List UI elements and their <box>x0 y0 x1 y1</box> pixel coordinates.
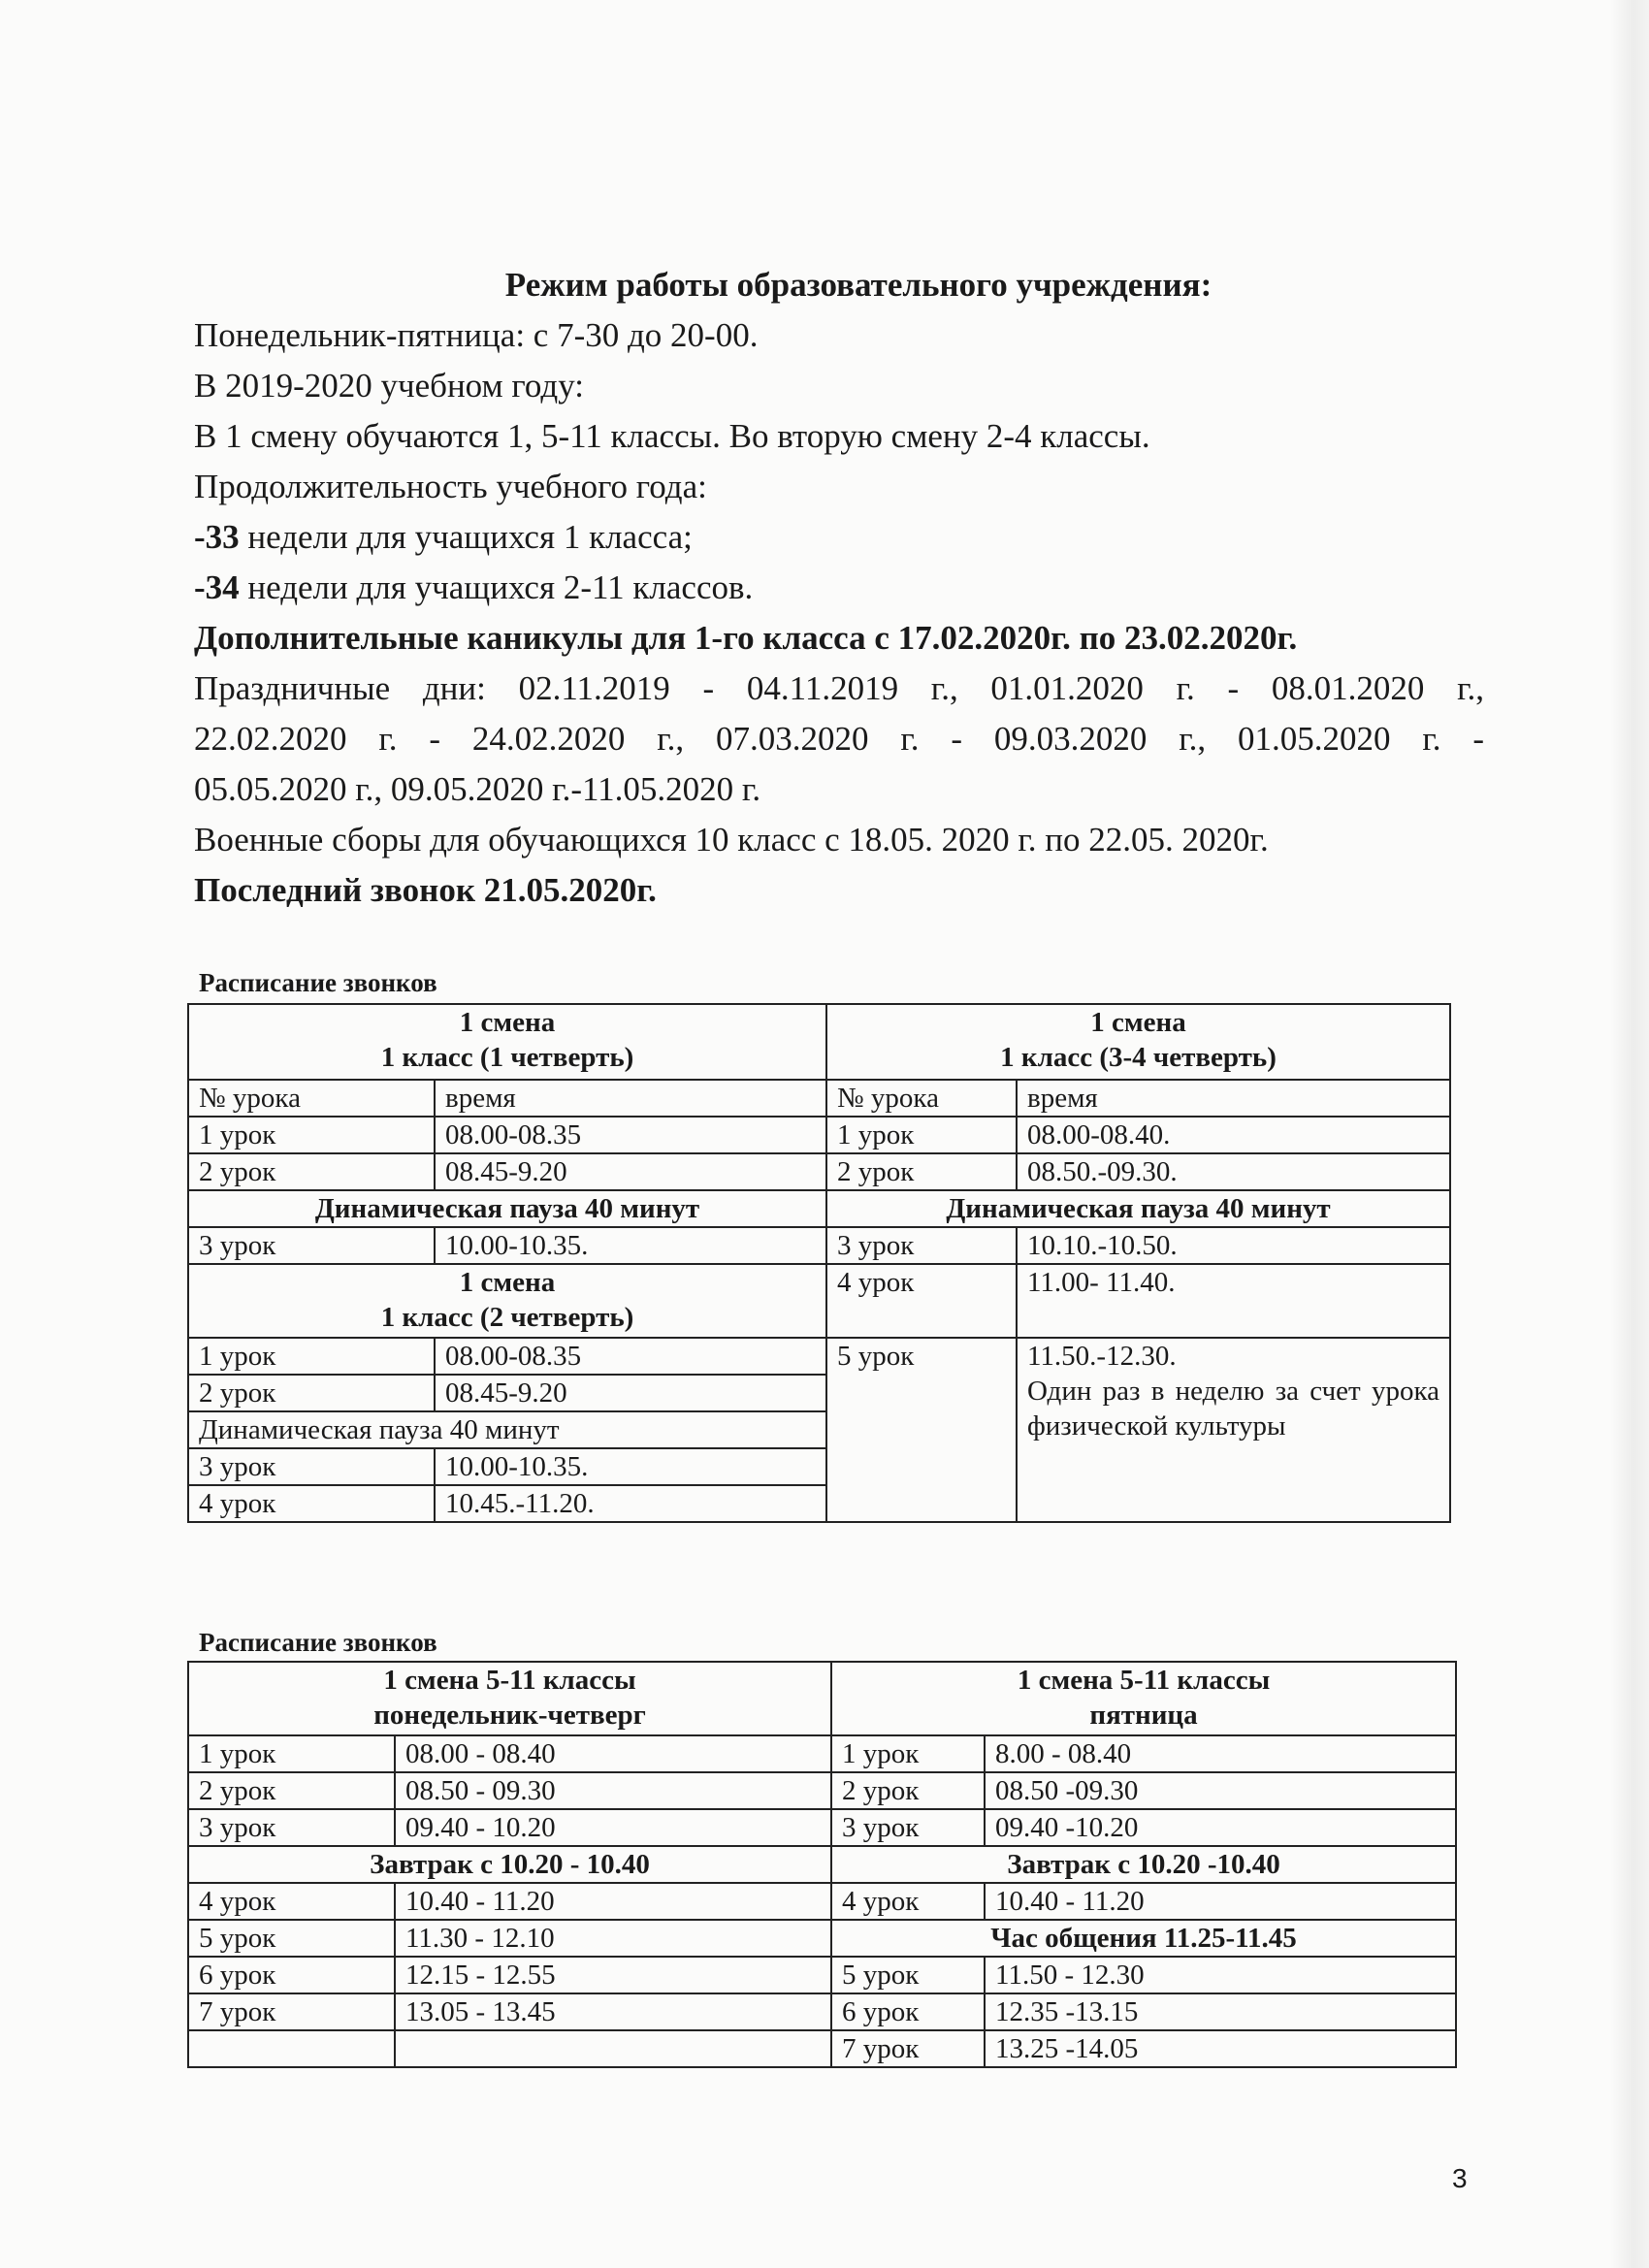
table-row <box>188 1809 1456 1846</box>
table-row <box>188 1080 1450 1117</box>
lesson-cell: 3 урок <box>188 1227 435 1264</box>
table-row <box>188 1772 1456 1809</box>
communication-hour-cell: Час общения 11.25-11.45 <box>831 1920 1456 1957</box>
lesson-cell: 1 урок <box>826 1117 1017 1153</box>
lesson-note: Один раз в неделю за счет урока физической культуры <box>1027 1376 1439 1442</box>
extra-holidays: Дополнительные каникулы для 1-го класса с 17.02.2020г. по 23.02.2020г. <box>194 619 1298 657</box>
lesson-cell: 3 урок <box>831 1809 985 1846</box>
header-right <box>826 1004 1450 1080</box>
time-cell: 08.00-08.40. <box>1017 1117 1450 1153</box>
schedule-label: Расписание звонков <box>199 968 437 997</box>
table-row <box>188 1227 1450 1264</box>
time-cell: 08.45-9.20 <box>435 1375 826 1411</box>
table-row <box>188 1153 1450 1190</box>
table-row <box>188 1883 1456 1920</box>
page-number: 3 <box>1452 2163 1468 2193</box>
header-line: 1 смена 5-11 классы <box>1017 1665 1271 1696</box>
table-row <box>188 1190 1450 1227</box>
time-cell <box>395 2030 831 2067</box>
table-row <box>188 1993 1456 2030</box>
break-cell: Завтрак с 10.20 -10.40 <box>831 1846 1456 1883</box>
lesson-cell <box>188 2030 395 2067</box>
header-line: 1 смена <box>459 1007 556 1038</box>
col-lesson-header: № урока <box>826 1080 1017 1117</box>
last-bell: Последний звонок 21.05.2020г. <box>194 871 657 909</box>
time-cell: 08.50 - 09.30 <box>395 1772 831 1809</box>
col-time-header: время <box>1017 1080 1450 1117</box>
weeks-number: -33 <box>194 518 240 556</box>
weeks-number: -34 <box>194 568 240 606</box>
header-line: 1 класс (2 четверть) <box>380 1302 634 1333</box>
table-row <box>188 1920 1456 1957</box>
lesson-cell: 6 урок <box>831 1993 985 2030</box>
time-cell: 08.00 - 08.40 <box>395 1735 831 1772</box>
lesson-cell: 2 урок <box>188 1772 395 1809</box>
pause-cell: Динамическая пауза 40 минут <box>826 1190 1450 1227</box>
lesson-cell: 1 урок <box>188 1338 435 1375</box>
intro-line: Продолжительность учебного года: <box>194 468 707 505</box>
lesson-cell: 6 урок <box>188 1957 395 1993</box>
header-right <box>831 1662 1456 1735</box>
lesson-cell: 1 урок <box>188 1117 435 1153</box>
weeks-line <box>194 512 1484 563</box>
schedule-table-grade1 <box>187 1003 1451 1523</box>
table-row <box>188 1264 1450 1338</box>
lesson-cell: 5 урок <box>188 1920 395 1957</box>
schedule-table-grades5-11 <box>187 1661 1457 2068</box>
intro-line: В 1 смену обучаются 1, 5-11 классы. Во вторую смену 2-4 классы. <box>194 417 1150 455</box>
pause-cell: Динамическая пауза 40 минут <box>188 1411 826 1448</box>
intro-section <box>194 260 1484 916</box>
break-cell: Завтрак с 10.20 - 10.40 <box>188 1846 831 1883</box>
time-value: 11.50.-12.30. <box>1027 1341 1177 1372</box>
lesson-cell: 3 урок <box>188 1448 435 1485</box>
time-cell: 09.40 -10.20 <box>985 1809 1456 1846</box>
lesson-cell: 2 урок <box>831 1772 985 1809</box>
page-heading: Режим работы образовательного учреждения: <box>504 266 1212 304</box>
time-cell: 10.40 - 11.20 <box>395 1883 831 1920</box>
lesson-cell: 1 урок <box>831 1735 985 1772</box>
lesson-cell: 7 урок <box>188 1993 395 2030</box>
time-cell: 8.00 - 08.40 <box>985 1735 1456 1772</box>
header-left <box>188 1662 831 1735</box>
time-cell: 10.10.-10.50. <box>1017 1227 1450 1264</box>
intro-line: Понедельник-пятница: с 7-30 до 20-00. <box>194 316 759 354</box>
time-cell: 08.50.-09.30. <box>1017 1153 1450 1190</box>
time-cell: 08.00-08.35 <box>435 1338 826 1375</box>
lesson-cell: 7 урок <box>831 2030 985 2067</box>
table-row <box>188 2030 1456 2067</box>
time-cell: 12.35 -13.15 <box>985 1993 1456 2030</box>
lesson-cell: 2 урок <box>188 1153 435 1190</box>
table-row <box>188 1117 1450 1153</box>
lesson-cell: 4 урок <box>188 1883 395 1920</box>
header-line: понедельник-четверг <box>373 1700 646 1731</box>
time-cell: 11.00- 11.40. <box>1017 1264 1450 1338</box>
lesson-cell: 3 урок <box>826 1227 1017 1264</box>
weeks-text: недели для учащихся 1 класса; <box>239 518 693 556</box>
scan-edge-shadow <box>1610 0 1649 2268</box>
subheader-q2 <box>188 1264 826 1338</box>
header-left <box>188 1004 826 1080</box>
time-cell: 10.40 - 11.20 <box>985 1883 1456 1920</box>
holidays-line: 05.05.2020 г., 09.05.2020 г.-11.05.2020 г. <box>194 770 761 808</box>
col-time-header: время <box>435 1080 826 1117</box>
time-cell: 08.50 -09.30 <box>985 1772 1456 1809</box>
table-header-row <box>188 1662 1456 1735</box>
military-line: Военные сборы для обучающихся 10 класс с 18.05. 2020 г. по 22.05. 2020г. <box>194 821 1269 859</box>
time-cell: 13.05 - 13.45 <box>395 1993 831 2030</box>
lesson-cell: 3 урок <box>188 1809 395 1846</box>
header-line: пятница <box>1089 1700 1198 1731</box>
holidays-line: 22.02.2020 г. - 24.02.2020 г., 07.03.2020 г. - 09.03.2020 г., 01.05.2020 г. - <box>194 720 1484 758</box>
table-header-row <box>188 1004 1450 1080</box>
header-line: 1 смена <box>1090 1007 1186 1038</box>
table-row <box>188 1338 1450 1375</box>
header-line: 1 смена 5-11 классы <box>383 1665 636 1696</box>
time-cell: 12.15 - 12.55 <box>395 1957 831 1993</box>
lesson-cell: 5 урок <box>831 1957 985 1993</box>
header-line: 1 смена <box>459 1267 556 1298</box>
time-note-cell <box>1017 1338 1450 1522</box>
time-cell: 11.30 - 12.10 <box>395 1920 831 1957</box>
lesson-cell: 2 урок <box>188 1375 435 1411</box>
time-cell: 11.50 - 12.30 <box>985 1957 1456 1993</box>
holidays-line: Праздничные дни: 02.11.2019 - 04.11.2019 г., 01.01.2020 г. - 08.01.2020 г., <box>194 669 1484 707</box>
lesson-cell: 4 урок <box>831 1883 985 1920</box>
intro-line: В 2019-2020 учебном году: <box>194 367 584 405</box>
weeks-text: недели для учащихся 2-11 классов. <box>239 568 754 606</box>
time-cell: 08.00-08.35 <box>435 1117 826 1153</box>
time-cell: 10.00-10.35. <box>435 1227 826 1264</box>
weeks-line <box>194 563 1484 613</box>
table-row <box>188 1957 1456 1993</box>
lesson-cell: 4 урок <box>826 1264 1017 1338</box>
lesson-cell: 1 урок <box>188 1735 395 1772</box>
col-lesson-header: № урока <box>188 1080 435 1117</box>
lesson-cell: 4 урок <box>188 1485 435 1522</box>
table-row <box>188 1846 1456 1883</box>
pause-cell: Динамическая пауза 40 минут <box>188 1190 826 1227</box>
table-row <box>188 1735 1456 1772</box>
time-cell: 08.45-9.20 <box>435 1153 826 1190</box>
lesson-cell: 5 урок <box>826 1338 1017 1522</box>
time-cell: 10.00-10.35. <box>435 1448 826 1485</box>
header-line: 1 класс (1 четверть) <box>380 1042 634 1073</box>
time-cell: 09.40 - 10.20 <box>395 1809 831 1846</box>
schedule-label: Расписание звонков <box>199 1628 437 1657</box>
lesson-cell: 2 урок <box>826 1153 1017 1190</box>
time-cell: 10.45.-11.20. <box>435 1485 826 1522</box>
header-line: 1 класс (3-4 четверть) <box>1000 1042 1277 1073</box>
time-cell: 13.25 -14.05 <box>985 2030 1456 2067</box>
